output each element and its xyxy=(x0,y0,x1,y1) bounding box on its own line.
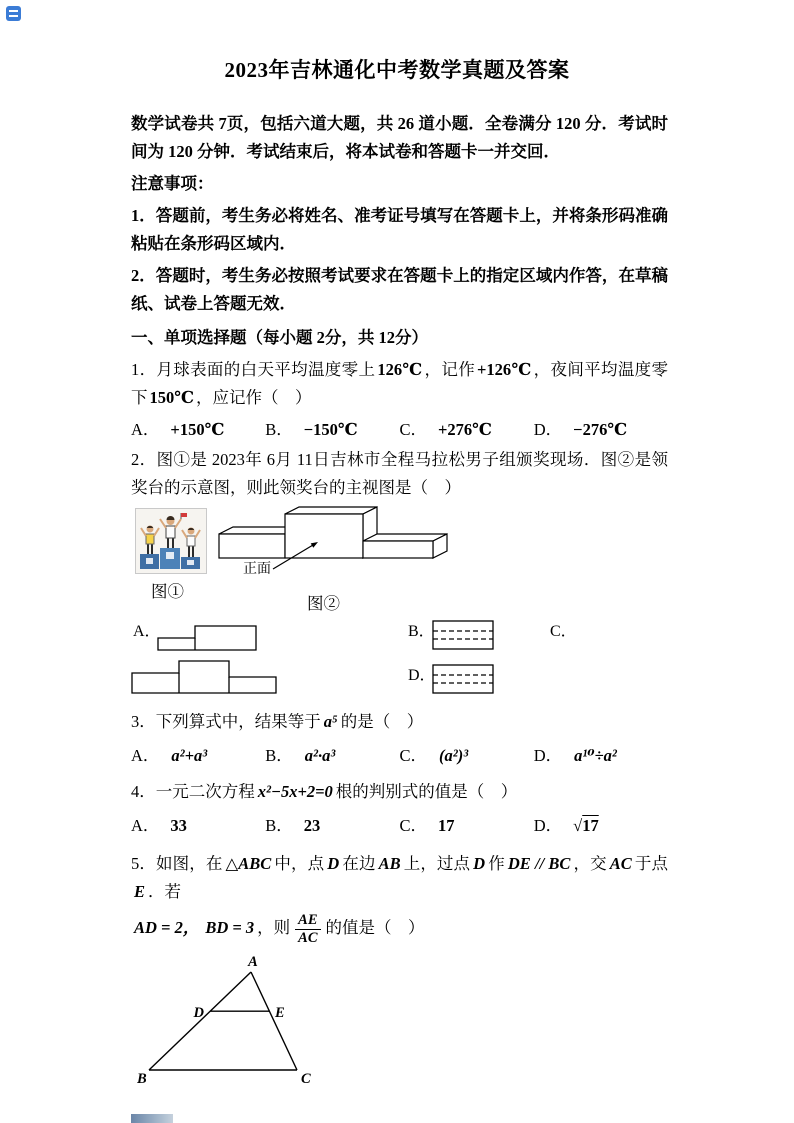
triangle-abc-diagram xyxy=(137,954,317,1086)
point-d-label: D xyxy=(193,1005,204,1021)
q3-option-c: C． (a²)³ xyxy=(399,746,469,765)
q4-option-a: A． 33 xyxy=(131,816,187,835)
q1-option-d: D． −276℃ xyxy=(533,420,628,439)
q3-option-a: A． a²+a³ xyxy=(131,746,208,765)
question-5-stem-line-1: 5．如图，在 △ABC 中，点 D 在边 AB 上，过点 D 作 DE // BC ，交 AC 于点E ．若 xyxy=(131,854,669,901)
fraction-ae-over-ac: $\frac{AE}{AC}$ xyxy=(295,912,320,947)
viewer-blue-marker-icon[interactable] xyxy=(6,6,21,21)
vertex-c-label: C xyxy=(301,1071,311,1086)
q4-option-d: D． √17 xyxy=(534,812,668,840)
q1-option-b: B． −150℃ xyxy=(265,420,358,439)
q3-option-b: B． a²·a³ xyxy=(265,746,336,765)
q2-option-c-label: C． xyxy=(550,623,577,640)
next-page-content-fragment xyxy=(131,1114,173,1123)
q2-option-d-shape xyxy=(432,664,494,694)
notice-item-1: 1．答题前，考生务必将姓名、准考证号填写在答题卡上，并将条形码准确粘贴在条形码区域内． xyxy=(131,206,668,253)
podium-3d-diagram xyxy=(215,506,449,580)
q2-option-c-shape xyxy=(131,660,277,694)
point-e-label: E xyxy=(275,1005,285,1021)
notice-item-2: 2．答题时，考生务必按照考试要求在答题卡上的指定区域内作答，在草稿纸、试卷上答题无效． xyxy=(131,266,668,313)
vertex-b-label: B xyxy=(137,1071,147,1086)
question-1-stem: 1．月球表面的白天平均温度零上 126℃ ，记作 +126℃ ，夜间平均温度零下 150℃ ，应记作（ ） xyxy=(131,360,669,407)
figure-2-caption: 图② xyxy=(307,594,340,613)
document-body xyxy=(0,110,794,1086)
q2-option-b-shape xyxy=(432,620,494,650)
question-4-stem: 4．一元二次方程 x²−5x+2=0 根的判别式的值是（ ） xyxy=(131,782,518,801)
question-4-options xyxy=(131,812,668,840)
exam-info-paragraph: 数学试卷共 7页，包括六道大题，共 26 道小题．全卷满分 120 分．考试时间为 120 分钟．考试结束后，将本试卷和答题卡一并交回． xyxy=(131,114,668,161)
vertex-a-label: A xyxy=(248,954,258,970)
q2-option-a-label: A． xyxy=(133,623,161,640)
question-1-options xyxy=(131,416,668,444)
figure-1-caption: 图① xyxy=(151,582,184,601)
front-view-label: 正面 xyxy=(243,562,271,577)
podium-photo xyxy=(135,508,207,574)
sqrt-17-expression: √17 xyxy=(573,816,599,835)
q3-option-d: D． a¹⁰÷a² xyxy=(533,746,617,765)
section-1-heading: 一、单项选择题（每小题 2分，共 12分） xyxy=(131,328,428,347)
q2-option-d-label: D． xyxy=(408,667,436,684)
question-3-stem: 3．下列算式中，结果等于 a⁵ 的是（ ） xyxy=(131,712,424,731)
question-2-options xyxy=(131,620,668,702)
question-3-options xyxy=(131,742,668,770)
question-2-figures xyxy=(131,506,668,616)
q2-option-b-label: B． xyxy=(408,623,435,640)
q1-option-c: C． +276℃ xyxy=(399,420,492,439)
question-2-stem: 2．图①是 2023年 6月 11日吉林市全程马拉松男子组颁奖现场．图②是领奖台的示意图，则此领奖台的主视图是（ ） xyxy=(131,450,668,497)
question-5-stem-line-2: AD = 2， BD = 3 ，则 $\frac{AE}{AC}$ 的值是（ ） xyxy=(134,911,425,947)
document-title: 2023年吉林通化中考数学真题及答案 xyxy=(224,58,570,82)
q2-option-a-shape xyxy=(157,625,257,651)
q4-option-b: B． 23 xyxy=(265,816,321,835)
q4-option-c: C． 17 xyxy=(399,816,455,835)
notice-heading: 注意事项： xyxy=(131,174,214,193)
q1-option-a: A． +150℃ xyxy=(131,420,225,439)
